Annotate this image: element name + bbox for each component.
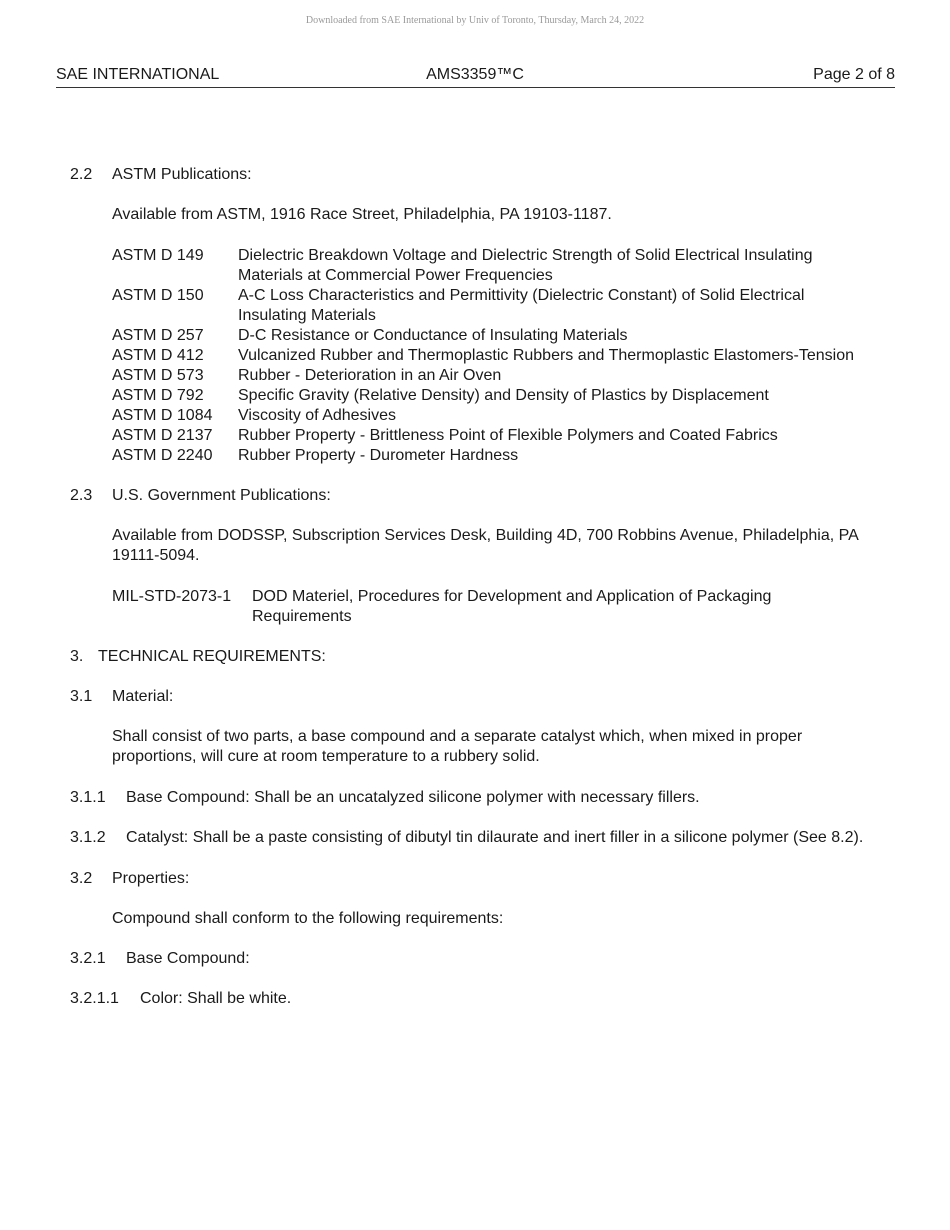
- astm-reference-list: [112, 246, 870, 466]
- properties-paragraph: Compound shall conform to the following requirements:: [112, 909, 504, 927]
- section-3-1-1: [70, 788, 870, 809]
- section-title: Material:: [112, 687, 174, 705]
- reference-title: Specific Gravity (Relative Density) and Density of Plastics by Displacement: [238, 386, 769, 404]
- section-text: Catalyst: Shall be a paste consisting of dibutyl tin dilaurate and inert filler in a silicone polymer (See 8.2).: [126, 829, 864, 846]
- gov-availability: Available from DODSSP, Subscription Services Desk, Building 4D, 700 Robbins Avenue, Philadelphia, PA 19111-5094.: [112, 526, 858, 564]
- reference-item: [112, 246, 870, 286]
- reference-item: [112, 366, 870, 386]
- section-3-2-heading: [70, 869, 870, 889]
- reference-item: [112, 446, 870, 466]
- reference-code: ASTM D 792: [112, 386, 204, 404]
- reference-code: ASTM D 573: [112, 366, 204, 384]
- section-title: Properties:: [112, 869, 190, 887]
- reference-item: [112, 386, 870, 406]
- section-2-2-heading: [70, 165, 870, 185]
- reference-code: ASTM D 2137: [112, 426, 213, 444]
- reference-title: Dielectric Breakdown Voltage and Dielectric Strength of Solid Electrical Insulating Materials at Commercial Power Frequencies: [238, 246, 813, 284]
- reference-code: ASTM D 150: [112, 286, 204, 304]
- section-text: Base Compound: Shall be an uncatalyzed silicone polymer with necessary fillers.: [126, 788, 700, 806]
- reference-code: ASTM D 412: [112, 346, 204, 364]
- astm-availability: Available from ASTM, 1916 Race Street, Philadelphia, PA 19103-1187.: [112, 206, 612, 223]
- download-watermark: Downloaded from SAE International by Univ of Toronto, Thursday, March 24, 2022: [305, 15, 645, 26]
- section-3-1-heading: [70, 687, 870, 707]
- reference-item: [112, 326, 870, 346]
- section-number: 3.2.1.1: [70, 990, 119, 1007]
- reference-code: ASTM D 149: [112, 246, 204, 264]
- section-text: Color: Shall be white.: [140, 990, 292, 1007]
- section-number: 3.1.1: [70, 788, 106, 806]
- section-3-1-2: [70, 828, 870, 849]
- document-body: [70, 165, 870, 1030]
- section-number: 3.: [70, 647, 84, 665]
- reference-title: DOD Materiel, Procedures for Development and Application of Packaging Requirements: [252, 587, 772, 625]
- header-doc-id: AMS3359™C: [426, 66, 524, 83]
- header-org: SAE INTERNATIONAL: [56, 66, 220, 83]
- reference-title: Rubber - Deterioration in an Air Oven: [238, 366, 502, 384]
- reference-item: [112, 587, 870, 627]
- section-number: 3.2: [70, 869, 93, 887]
- reference-title: Rubber Property - Brittleness Point of Flexible Polymers and Coated Fabrics: [238, 426, 778, 444]
- reference-title: Rubber Property - Durometer Hardness: [238, 446, 519, 464]
- reference-title: A-C Loss Characteristics and Permittivity (Dielectric Constant) of Solid Electrical Insulating Materials: [238, 286, 805, 324]
- section-number: 3.2.1: [70, 950, 106, 967]
- reference-code: ASTM D 2240: [112, 446, 213, 464]
- section-number: 3.1.2: [70, 829, 106, 846]
- reference-item: [112, 426, 870, 446]
- reference-code: ASTM D 1084: [112, 406, 213, 424]
- reference-item: [112, 346, 870, 366]
- section-2-3-heading: [70, 486, 870, 506]
- reference-title: Viscosity of Adhesives: [238, 406, 397, 424]
- section-3-2-1-heading: [70, 949, 870, 969]
- reference-title: D-C Resistance or Conductance of Insulating Materials: [238, 326, 628, 344]
- section-3-2-1-1: [70, 989, 870, 1010]
- gov-reference-list: [112, 587, 870, 627]
- section-title: TECHNICAL REQUIREMENTS:: [98, 647, 326, 665]
- reference-title: Vulcanized Rubber and Thermoplastic Rubbers and Thermoplastic Elastomers-Tension: [238, 346, 855, 364]
- material-paragraph: Shall consist of two parts, a base compound and a separate catalyst which, when mixed in proper proportions, will cure at room temperature to a rubbery solid.: [112, 727, 803, 765]
- section-title: Base Compound:: [126, 950, 250, 967]
- reference-item: [112, 286, 870, 326]
- section-number: 2.3: [70, 486, 93, 504]
- section-number: 2.2: [70, 166, 93, 183]
- section-title: U.S. Government Publications:: [112, 486, 331, 504]
- reference-code: MIL-STD-2073-1: [112, 587, 232, 605]
- section-number: 3.1: [70, 687, 93, 705]
- header-rule: [56, 87, 895, 88]
- section-title: ASTM Publications:: [112, 166, 252, 183]
- reference-code: ASTM D 257: [112, 326, 204, 344]
- header-page-number: Page 2 of 8: [813, 66, 895, 83]
- section-3-heading: [70, 647, 870, 667]
- reference-item: [112, 406, 870, 426]
